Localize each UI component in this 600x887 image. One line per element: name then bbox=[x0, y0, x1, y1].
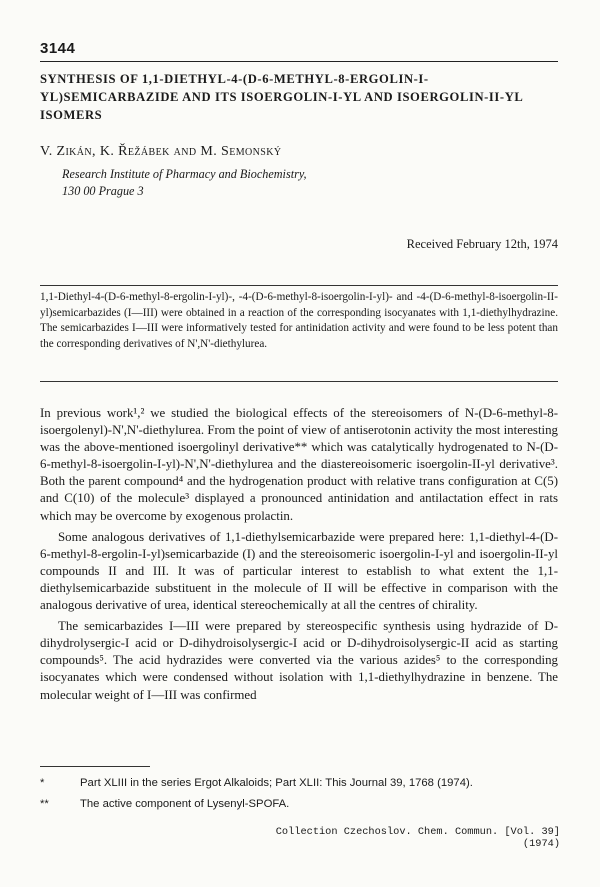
body-paragraph: Some analogous derivatives of 1,1-diethylsemicarbazide were prepared here: 1,1-diethyl-4-(D-6-methyl-8-ergolin-I-yl)semicarbazide (I) and the stereoisomeric isoergolin-I-yl and isoergolin-II-yl compounds II and III. It was of particular interest to establish to what extent the 1,1-diethylsemicarbazide substituent in the molecule of II will be effective in comparison with the analogous derivative of urea, identical stereochemically at all the centres of chirality. bbox=[40, 529, 558, 613]
body-text bbox=[40, 405, 558, 708]
affiliation bbox=[62, 166, 307, 200]
header-rule bbox=[40, 61, 558, 62]
affiliation-line-1: Research Institute of Pharmacy and Biochemistry, bbox=[62, 167, 307, 181]
received-date: Received February 12th, 1974 bbox=[406, 237, 558, 251]
footnote-rule bbox=[40, 766, 150, 767]
page-number: 3144 bbox=[40, 40, 76, 57]
author-list: V. Zikán, K. Řežábek and M. Semonský bbox=[40, 144, 282, 159]
footnote bbox=[40, 794, 558, 815]
body-paragraph: In previous work¹,² we studied the biological effects of the stereoisomers of N-(D-6-methyl-8-isoergolenyl)-N',N'-diethylurea. From the point of view of antiserotonin activity the most interesting was the above-mentioned isoergolinyl derivative** which was catalytically hydrogenated to N-(D-6-methyl-8-isoergolin-I-yl)-N',N'-diethylurea and the diastereoisomeric isoergolin-II-yl derivative³. Both the parent compound⁴ and the hydrogenation product with relative trans configuration at C(5) and C(10) of the molecule³ displayed a pronounced antinidation and antilactation effect in rats which may be overcome by exogenous prolactin. bbox=[40, 406, 558, 523]
footnote-mark: * bbox=[40, 777, 45, 789]
footnote-text: Part XLIII in the series Ergot Alkaloids; Part XLII: This Journal 39, 1768 (1974). bbox=[80, 777, 473, 789]
abstract: 1,1-Diethyl-4-(D-6-methyl-8-ergolin-I-yl)-, -4-(D-6-methyl-8-isoergolin-I-yl)- and -4-(D-6-methyl-8-isoergolin-II-yl)semicarbazides (I—III) were obtained in a reaction of the corresponding isocyanates with 1,1-diethylhydrazine. The semicarbazides I—III were informatively tested for antinidation activity and were found to be less potent than the corresponding derivatives of N',N'-diethylurea. bbox=[40, 291, 558, 350]
article-title: SYNTHESIS OF 1,1-DIETHYL-4-(D-6-METHYL-8-ERGOLIN-I-YL)SEMICARBAZIDE AND ITS ISOERGOLIN-I-YL AND ISOERGOLIN-II-YL ISOMERS bbox=[40, 72, 523, 122]
footnote-mark: ** bbox=[40, 798, 49, 810]
abstract-rule-top bbox=[40, 285, 558, 286]
footnote bbox=[40, 773, 558, 794]
abstract-rule-bottom bbox=[40, 381, 558, 382]
footnote-text: The active component of Lysenyl-SPOFA. bbox=[80, 798, 290, 810]
journal-footer: Collection Czechoslov. Chem. Commun. [Vol. 39] (1974) bbox=[275, 826, 560, 850]
affiliation-line-2: 130 00 Prague 3 bbox=[62, 184, 144, 198]
body-paragraph: The semicarbazides I—III were prepared by stereospecific synthesis using hydrazide of D-dihydrolysergic-I acid or D-dihydroisolysergic-I acid or D-dihydroisolysergic-II acid as starting compounds⁵. The acid hydrazides were converted via the various azides⁵ to the corresponding isocyanates which were condensed without isolation with 1,1-diethylhydrazine in benzene. The molecular weight of I—III was confirmed bbox=[40, 619, 558, 702]
footnotes bbox=[40, 773, 558, 815]
